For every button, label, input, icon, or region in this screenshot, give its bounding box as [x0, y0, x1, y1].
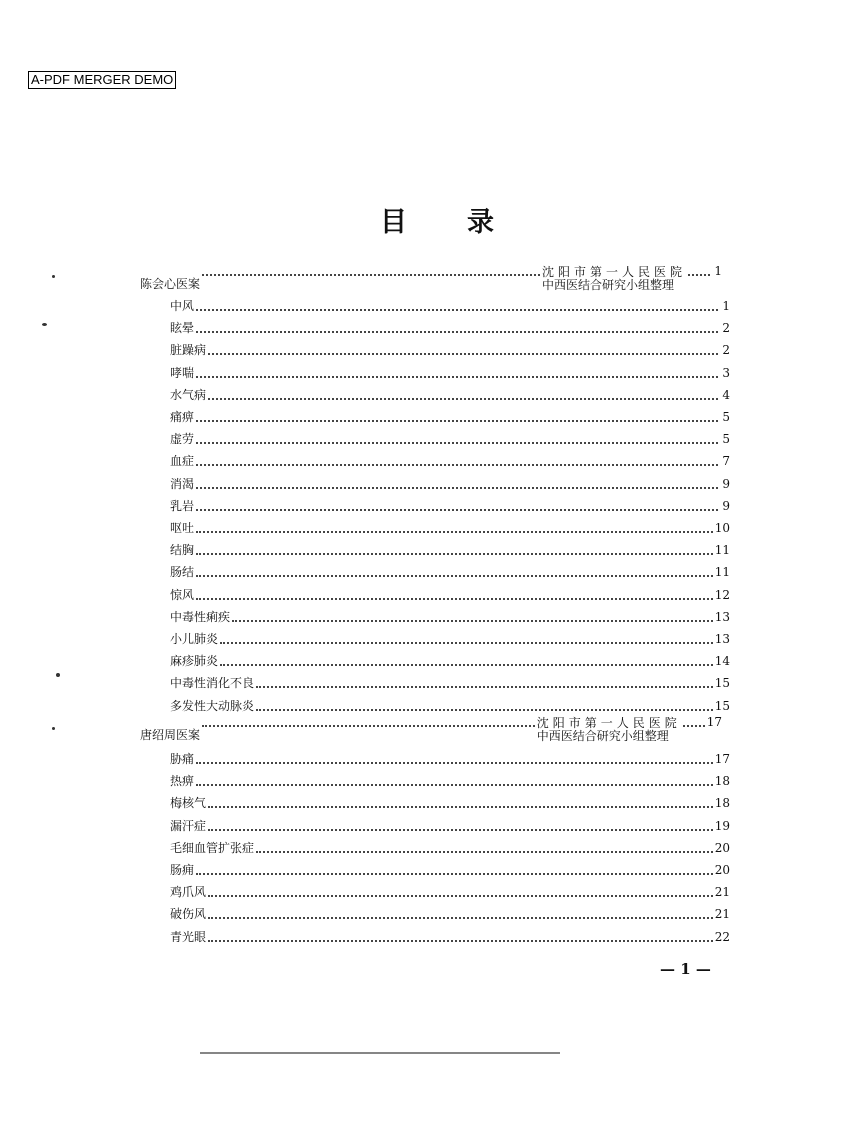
toc-item[interactable] [170, 927, 730, 945]
toc-item[interactable] [170, 749, 730, 767]
toc-item[interactable] [170, 318, 730, 336]
dot-leader [232, 619, 713, 622]
toc-item-page: 14 [714, 654, 730, 669]
toc-item-name: 多发性大动脉炎 [170, 698, 255, 713]
toc-item-name: 毛细血管扩张症 [170, 840, 255, 855]
toc-item-name: 中毒性消化不良 [170, 676, 255, 691]
toc-item-name: 肠结 [170, 565, 195, 580]
dot-leader [196, 463, 718, 466]
toc-item[interactable] [170, 496, 730, 514]
section-1-institution-line2: 中西医结合研究小组整理 [541, 278, 674, 292]
toc-item[interactable] [170, 518, 730, 536]
toc-item-name: 血症 [170, 454, 195, 469]
dot-leader [196, 375, 718, 378]
page-title: 目录 [380, 207, 554, 238]
toc-item-page: 3 [722, 365, 730, 380]
dot-leader [208, 916, 713, 919]
section-2-institution-line1: 沈阳市第一人民医院 [536, 716, 681, 730]
dot-leader [196, 597, 713, 600]
section-1-institution [542, 266, 686, 292]
toc-item[interactable] [170, 696, 730, 714]
toc-item-name: 中风 [170, 299, 195, 313]
toc-item-name: 肠痈 [170, 863, 195, 877]
toc-item-name: 呕吐 [170, 521, 195, 535]
toc-item-page: 19 [714, 818, 730, 833]
dot-leader [196, 530, 713, 533]
dot-leader [196, 783, 713, 786]
scan-speck [52, 727, 55, 730]
toc-item-page: 9 [722, 476, 730, 491]
section-2-name: 唐绍周医案 [140, 728, 201, 742]
toc-item-name: 哮喘 [170, 365, 195, 380]
toc-item-page: 20 [714, 840, 730, 855]
toc-item-name: 乳岩 [170, 498, 195, 513]
dot-leader [196, 508, 718, 511]
dot-leader [196, 872, 713, 875]
toc-item-name: 眩晕 [170, 321, 195, 336]
toc-section-1[interactable] [140, 262, 722, 292]
toc-item-name: 痛痹 [170, 410, 195, 424]
dot-leader [256, 685, 713, 688]
dot-leader [202, 724, 535, 727]
toc-item-name: 结胸 [170, 543, 195, 558]
dot-leader [256, 708, 713, 711]
toc-item[interactable] [170, 407, 730, 425]
toc-item-page: 13 [714, 609, 730, 624]
dot-leader [220, 641, 713, 644]
toc-item-name: 鸡爪风 [170, 885, 207, 900]
toc-item-name: 虚劳 [170, 432, 195, 447]
dot-leader [208, 828, 713, 831]
toc-item[interactable] [170, 429, 730, 447]
toc-item-page: 9 [722, 498, 730, 513]
dot-leader [196, 419, 718, 422]
toc-item[interactable] [170, 562, 730, 580]
dot-leader [220, 663, 713, 666]
toc-item-page: 17 [714, 752, 730, 766]
toc-item-page: 4 [722, 387, 730, 402]
toc-item-page: 18 [714, 796, 730, 811]
toc-item-page: 22 [714, 929, 730, 944]
toc-item-name: 中毒性痢疾 [170, 609, 231, 624]
toc-item-name: 麻疹肺炎 [170, 654, 219, 669]
dot-leader [196, 486, 718, 489]
dot-leader [196, 552, 713, 555]
toc-item[interactable] [170, 771, 730, 789]
toc-item-page: 7 [722, 454, 730, 469]
dot-leader [688, 273, 710, 276]
dot-leader [208, 894, 713, 897]
toc-item-name: 青光眼 [170, 929, 207, 944]
toc-item-name: 水气病 [170, 387, 207, 402]
dot-leader [256, 850, 713, 853]
toc-item-name: 漏汗症 [170, 818, 207, 833]
dot-leader [196, 761, 713, 764]
toc-item-page: 15 [714, 676, 730, 691]
toc-item[interactable] [170, 451, 730, 469]
toc-item-page: 21 [714, 907, 730, 922]
toc-item[interactable] [170, 816, 730, 834]
dot-leader [196, 574, 713, 577]
toc-item[interactable] [170, 385, 730, 403]
toc-item-name: 破伤风 [170, 907, 207, 922]
toc-item[interactable] [170, 673, 730, 691]
section-1-page: 1 [714, 264, 722, 278]
toc-item[interactable] [170, 860, 730, 878]
toc-item-page: 11 [714, 565, 730, 580]
dot-leader [683, 724, 705, 727]
dot-leader [196, 441, 718, 444]
toc-item-page: 20 [714, 863, 730, 877]
toc-item[interactable] [170, 540, 730, 558]
section-1-name: 陈会心医案 [140, 277, 201, 291]
toc-item[interactable] [170, 340, 730, 358]
scan-speck [56, 673, 60, 677]
toc-item[interactable] [170, 585, 730, 603]
toc-item-name: 脏躁病 [170, 343, 207, 358]
toc-item-page: 5 [722, 432, 730, 447]
toc-item-name: 惊风 [170, 587, 195, 602]
section-2-institution [537, 717, 681, 743]
watermark-label: A-PDF MERGER DEMO [28, 71, 176, 89]
toc-item[interactable] [170, 363, 730, 381]
toc-item-page: 12 [714, 587, 730, 602]
scan-speck [52, 275, 55, 278]
dot-leader [196, 308, 718, 311]
toc-item-page: 21 [714, 885, 730, 900]
toc-item-page: 2 [722, 343, 730, 358]
toc-item[interactable] [170, 793, 730, 811]
dot-leader [202, 273, 540, 276]
toc-item[interactable] [170, 904, 730, 922]
toc-item-name: 消渴 [170, 476, 195, 491]
dot-leader [208, 805, 713, 808]
toc-item-name: 热痹 [170, 774, 195, 789]
toc-item-page: 18 [714, 774, 730, 789]
toc-item[interactable] [170, 474, 730, 492]
page-number: — 1 — [660, 960, 711, 978]
dot-leader [196, 330, 718, 333]
toc-item[interactable] [170, 882, 730, 900]
toc-item-page: 5 [722, 410, 730, 424]
section-2-page: 17 [706, 715, 722, 729]
scan-edge-line [200, 1052, 560, 1054]
dot-leader [208, 939, 713, 942]
dot-leader [208, 352, 718, 355]
toc-item-page: 2 [722, 321, 730, 336]
toc-item[interactable] [170, 651, 730, 669]
section-2-institution-line2: 中西医结合研究小组整理 [536, 729, 669, 743]
dot-leader [208, 397, 718, 400]
toc-item[interactable] [170, 296, 730, 314]
toc-item-page: 13 [714, 632, 730, 646]
scan-speck [42, 323, 47, 326]
toc-item-page: 15 [714, 698, 730, 713]
toc-item[interactable] [170, 629, 730, 647]
toc-item-page: 11 [714, 543, 730, 558]
section-1-institution-line1: 沈阳市第一人民医院 [541, 265, 686, 279]
toc-item-name: 小儿肺炎 [170, 632, 219, 646]
toc-item-page: 10 [714, 521, 730, 535]
toc-section-2[interactable] [140, 713, 722, 743]
toc-item-page: 1 [722, 299, 730, 313]
toc-item-name: 梅核气 [170, 796, 207, 811]
toc-item[interactable] [170, 607, 730, 625]
toc-item-name: 胁痛 [170, 752, 195, 766]
toc-item[interactable] [170, 838, 730, 856]
